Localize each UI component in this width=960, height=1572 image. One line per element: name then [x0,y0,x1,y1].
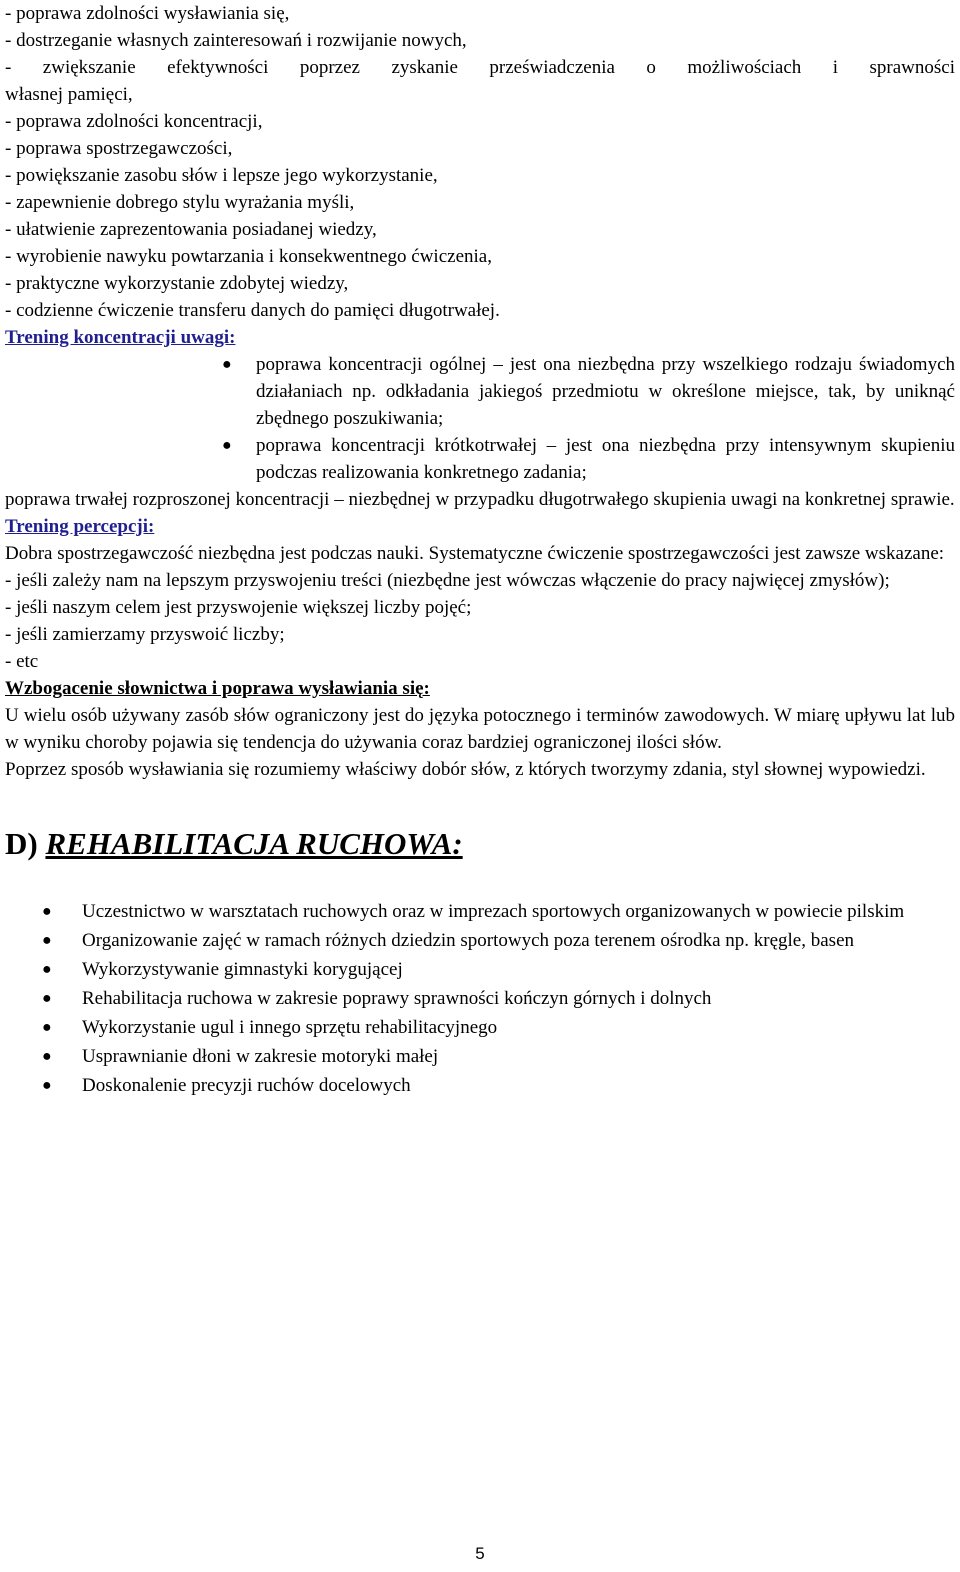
list-item [42,1072,955,1100]
list-item [42,927,955,955]
perception-item: - jeśli naszym celem jest przyswojenie większej liczby pojęć; [5,597,472,618]
bullet-icon: ● [42,1019,52,1036]
list-item-text: Usprawnianie dłoni w zakresie motoryki małej [82,1046,439,1067]
intro-line: - codzienne ćwiczenie transferu danych do pamięci długotrwałej. [5,300,500,321]
list-item [42,1043,955,1071]
document-page [5,0,955,1101]
list-item [42,898,955,926]
list-item [42,1014,955,1042]
intro-line: - powiększanie zasobu słów i lepsze jego wykorzystanie, [5,165,438,186]
bullet-icon: ● [222,437,232,454]
list-item-text: poprawa koncentracji krótkotrwałej – jest ona niezbędna przy intensywnym skupieniu podczas realizowania konkretnego zadania; [256,435,955,483]
bullet-icon: ● [42,1077,52,1094]
list-item-text: Uczestnictwo w warsztatach ruchowych oraz w imprezach sportowych organizowanych w powiecie pilskim [82,901,905,922]
list-item-text: poprawa koncentracji ogólnej – jest ona niezbędna przy wszelkiego rodzaju świadomych działaniach np. odkładania jakiegoś przedmiotu w określone miejsce, tak, by uniknąć zbędnego poszukiwania; [256,354,955,429]
perception-paragraph: Dobra spostrzegawczość niezbędna jest podczas nauki. Systematyczne ćwiczenie spostrzegawczości jest zawsze wskazane: [5,543,945,564]
list-item-text: Wykorzystanie ugul i innego sprzętu rehabilitacyjnego [82,1017,498,1038]
bullet-icon: ● [222,356,232,373]
list-item [42,985,955,1013]
heading-vocabulary: Wzbogacenie słownictwa i poprawa wysławiania się: [5,678,430,699]
attention-bullet-list [5,351,955,486]
list-item-text: Organizowanie zajęć w ramach różnych dziedzin sportowych poza terenem ośrodka np. kręgle, basen [82,930,854,951]
section-d-title: REHABILITACJA RUCHOWA: [45,826,463,861]
attention-paragraph: poprawa trwałej rozproszonej koncentracji – niezbędnej w przypadku długotrwałego skupienia uwagi na konkretnej sprawie. [5,489,955,510]
perception-item: - etc [5,651,39,672]
intro-line: - zwiększanie efektywności poprzez zyskanie przeświadczenia o możliwościach i sprawności [5,57,955,78]
section-d-heading [5,824,955,864]
heading-training-perception: Trening percepcji: [5,516,155,537]
perception-item: - jeśli zależy nam na lepszym przyswojeniu treści (niezbędne jest wówczas włączenie do pracy najwięcej zmysłów); [5,570,890,591]
list-item-text: Rehabilitacja ruchowa w zakresie poprawy sprawności kończyn górnych i dolnych [82,988,712,1009]
list-item-text: Wykorzystywanie gimnastyki korygującej [82,959,403,980]
vocabulary-paragraph: U wielu osób używany zasób słów ograniczony jest do języka potocznego i terminów zawodowych. W miarę upływu lat lub w wyniku choroby pojawia się tendencja do używania coraz bardziej ograniczonej ilości słów. [5,705,955,753]
intro-list [5,0,955,324]
bullet-icon: ● [42,903,52,920]
bullet-icon: ● [42,961,52,978]
list-item [222,432,955,486]
perception-item: - jeśli zamierzamy przyswoić liczby; [5,624,285,645]
section-d-label: D) [5,826,38,861]
vocabulary-paragraph: Poprzez sposób wysławiania się rozumiemy właściwy dobór słów, z których tworzymy zdania, styl słownej wypowiedzi. [5,759,926,780]
bullet-icon: ● [42,932,52,949]
list-item [42,956,955,984]
intro-line: - poprawa spostrzegawczości, [5,138,233,159]
intro-line: - praktyczne wykorzystanie zdobytej wiedzy, [5,273,349,294]
intro-line: - wyrobienie nawyku powtarzania i konsekwentnego ćwiczenia, [5,246,492,267]
intro-line: - ułatwienie zaprezentowania posiadanej wiedzy, [5,219,377,240]
bullet-icon: ● [42,1048,52,1065]
intro-line: - poprawa zdolności koncentracji, [5,111,263,132]
list-item-text: Doskonalenie precyzji ruchów docelowych [82,1075,411,1096]
intro-line: - poprawa zdolności wysławiania się, [5,3,290,24]
list-item [222,351,955,432]
heading-training-attention: Trening koncentracji uwagi: [5,327,236,348]
intro-line: własnej pamięci, [5,84,133,105]
rehabilitation-list [5,898,955,1100]
page-number: 5 [475,1544,485,1563]
intro-line: - dostrzeganie własnych zainteresowań i rozwijanie nowych, [5,30,467,51]
bullet-icon: ● [42,990,52,1007]
intro-line: - zapewnienie dobrego stylu wyrażania myśli, [5,192,355,213]
